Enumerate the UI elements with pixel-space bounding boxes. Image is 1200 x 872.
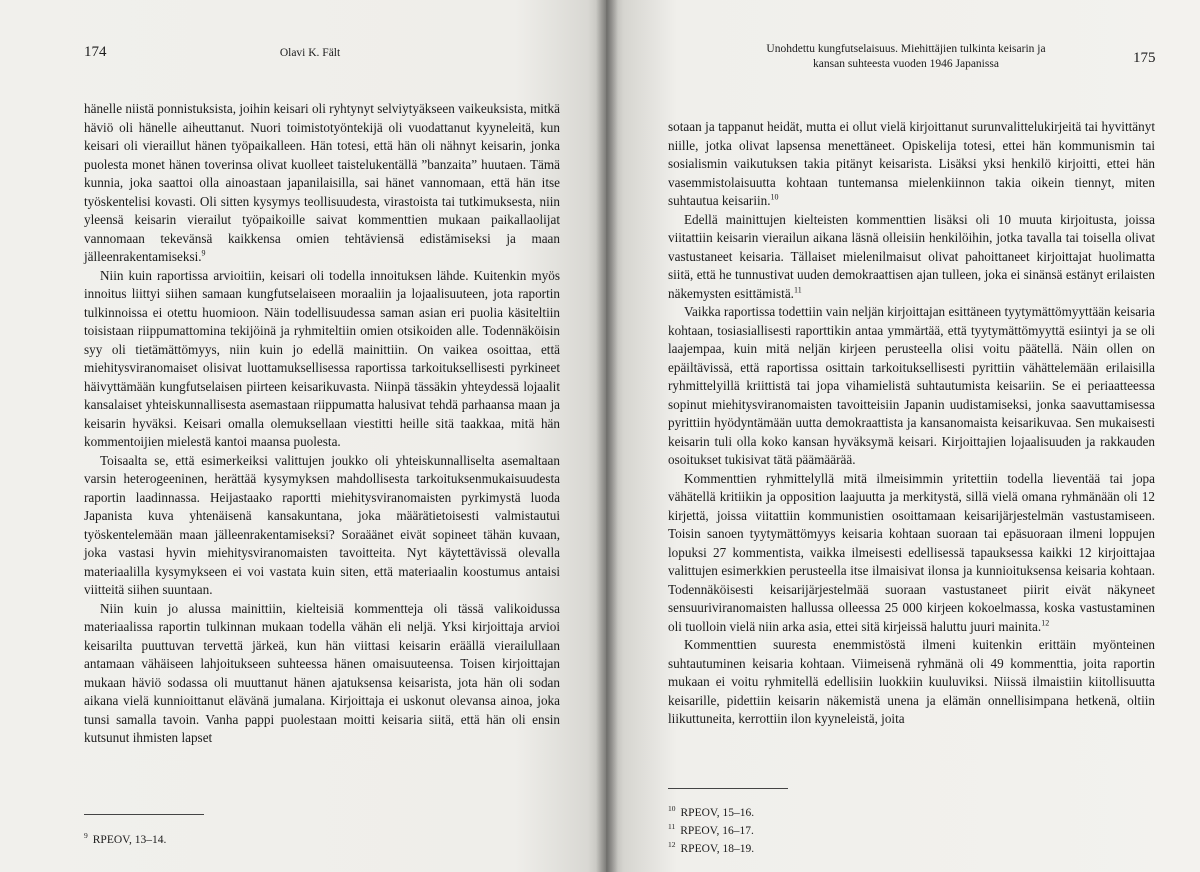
- paragraph: [668, 470, 1155, 637]
- footnote-rule: [668, 788, 788, 789]
- footnote: [668, 838, 968, 856]
- footnote-ref: 10: [770, 192, 779, 202]
- running-head-line: Unohdettu kungfutselaisuus. Miehittäjien tulkinta keisarin ja: [766, 43, 1046, 55]
- running-head-line: kansan suhteesta vuoden 1946 Japanissa: [813, 58, 999, 70]
- footnotes: [84, 829, 384, 847]
- paragraph: Kommenttien suuresta enemmistöstä ilmeni kuitenkin erittäin myönteinen suhtautuminen keisaria kohtaan. Viimeisenä ryhmänä oli 49 kommenttia, joita raportin mukaan ei voitu ryhmitellä edellisiin luokkiin kuuluviksi. Niissä ilmaistiin kiitollisuutta keisarille, pidettiin keisarin näkemistä unena ja elämän onnellisimpana hetkenä, oltiin liikuttuneita, kerrottiin ilon kyyneleistä, joita: [668, 637, 1155, 726]
- paragraph: Toisaalta se, että esimerkeiksi valittujen joukko oli yhteiskunnalliselta asemaltaan varsin heterogeeninen, herättää kysymyksen mahdollisesta tarkoituksenmukaisuudesta raportin laadinnassa. Heijastaako raportti miehitysviranomaisten pyrkimystä luoda Japanista kuva yhtenäisenä kansakuntana, joka määrätietoisesti valmistautui työskentelemään maan jälleenrakentamiseksi? Soraäänet eivät sopineet tähän kuvaan, joka vastasi hyvin miehitysviranomaisten tavoitteita. Nyt käytettävissä olevalla materiaalilla kysymykseen ei voi vastata kuin siten, että materiaalin koostumus antaisi viitteitä siihen suuntaan.: [84, 452, 560, 597]
- footnote-text: RPEOV, 13–14.: [92, 833, 167, 846]
- paragraph-text: Edellä mainittujen kielteisten kommenttien lisäksi oli 10 muuta kirjoitusta, joissa viitattiin keisarin vierailun aikana läsnä olleisiin henkilöihin, jotka tavalla tai toisella olivat vastustaneet keisaria. Tällaiset mielenilmaisut olivat pahoittaneet kirjoittajat huolimatta siitä, että he tunnustivat uuden demokraattisen ajan tulleen, joka ei sinänsä estänyt erilaisten näkemysten esittämistä.: [668, 211, 1155, 301]
- footnote-number: 10: [668, 804, 676, 813]
- running-head: [736, 42, 1076, 72]
- paragraph: Niin kuin jo alussa mainittiin, kielteisiä kommentteja oli tässä valikoidussa materiaalissa raportin tulkinnan mukaan todella vähän eli neljä. Yksi kirjoittaja arvioi keisarilta puuttuvan tervettä järkeä, kun hän viittasi keisarin eräällä vierailullaan antamaan vähäiseen lahjoitukseen suhteessa hänen omaisuuteensa. Toisen kirjoittajan mukaan häviö sodassa oli muuttanut hänen ajatuksensa keisarista, jota hän oli sodan aikana vielä kunnioittanut elävänä jumalana. Kirjoittaja ei uskonut olevansa ainoa, joka tunsi samalla tavoin. Vanha pappi puolestaan moitti keisaria siitä, että hän oli ensin kutsunut ihmisten lapset: [84, 600, 560, 745]
- page-number: 175: [1133, 50, 1156, 66]
- footnote: [668, 802, 968, 820]
- footnote-text: RPEOV, 18–19.: [680, 842, 755, 855]
- paragraph: [84, 100, 560, 267]
- footnote-number: 12: [668, 839, 676, 849]
- paragraph: [668, 118, 1155, 211]
- left-page-body: [84, 100, 560, 748]
- footnote-text: RPEOV, 16–17.: [680, 824, 754, 837]
- footnote-ref: 12: [1041, 618, 1050, 628]
- paragraph-text: hänelle niistä ponnistuksista, joihin keisari oli ryhtynyt selviytyäkseen vaikeuksista, mitkä häviö oli hänelle aiheuttanut. Nuori toimistotyöntekijä oli vuodattanut kyyneleitä, kun keisari oli vieraillut hänen työpaikalleen. Hän totesi, että hän oli nähnyt keisarin, jonka puolesta monet hänen toverinsa olivat kuolleet taistelukentällä ”banzaita” huutaen. Tämä kunnia, joka saattoi olla ainoastaan japanilaisilla, sai hänet vannomaan, että hän itse työskentelisi kovasti. Oli sitten kysymys teollisuudesta, virastoista tai tutkimuksesta, niin yleensä keisarin vierailut työpaikoille saivat kommenttien mukaan paikallaolijat vannomaan tekevänsä kaikkensa omien tehtäviensä edistämiseksi ja maan jälleenrakentamiseksi.: [84, 101, 560, 264]
- paragraph: Vaikka raportissa todettiin vain neljän kirjoittajan esittäneen tyytymättömyyttään keisaria kohtaan, tosiasiallisesti raporttikin antaa ymmärtää, että tyytymättömyyttä esiintyi ja se oli laajempaa, kuin mitä neljän kirjeen perusteella olisi voitu päätellä. Näin ollen on epäiltävissä, että raportissa osittain tarkoituksellisesti pyrittiin vähättelemään erilaisilla ryhmittelyillä kriittistä tai jopa vihamielistä suhtautumista keisariin. Se ei periaatteessa sopinut miehitysviranomaisten tavoitteisiin Japanin uudistamiseksi, jonka saavuttamisessa pyrittiin hyödyntämään uutta demokraattista ja kansanomaista keisarikuvaa. Sen mukaisesti keisarin tuli olla koko kansan hyväksymä keisari. Kirjoittajien lojaalisuuden ja rakkauden osoitukset tukisivat tätä päämäärää.: [668, 304, 1155, 467]
- paragraph-text: Kommenttien ryhmittelyllä mitä ilmeisimmin yritettiin todella lieventää tai jopa vähätellä kritiikin ja opposition laajuutta ja merkitystä, sillä vielä omana ryhmänään oli 12 kirjettä, joissa viitattiin kommunistien osoittamaan keisarijärjestelmän vastustamiseen. Toisin sanoen tyytymättömyys keisaria kohtaan suoraan tai epäsuoraan ilmeni loppujen lopuksi 27 kommentista, vaikka ilmeisesti edellisessä tapauksessa kaikki 12 kirjoittajaa valittujen esimerkkien perusteella itse ilmaisivat ilonsa ja kunnioituksensa keisaria kohtaan. Todennäköisesti keisarijärjestelmää suoraan vastustaneet piirit eivät näkyneet sensuuriviranomaisten hallussa olleessa 25 000 kirjeen kokoelmassa, koska vastustaminen oli tuolloin vielä niin arka asia, ettei sitä kirjeissä haluttu juuri mainita.: [668, 470, 1155, 634]
- footnote-number: 11: [668, 821, 676, 831]
- paragraph-text: sotaan ja tappanut heidät, mutta ei ollut vielä kirjoittanut surunvalittelukirjeitä tai hyvittänyt niille, jotka olivat lapsensa menettäneet. Opiskelija totesi, ettei hän kommunismin tai sosialismin vaikutuksen takia pitänyt keisarista. Lisäksi yksi henkilö kirjoitti, ettei hän vasemmistolaisuutta kohtaan tuntemansa mielenkiinnon takia oikein tiennyt, miten suhtautua keisariin.: [668, 119, 1155, 208]
- footnote: [668, 820, 968, 838]
- running-head: Olavi K. Fält: [279, 47, 341, 59]
- footnote-ref: 11: [793, 285, 802, 295]
- footnote-number: 9: [84, 831, 88, 840]
- right-page-body: [668, 118, 1155, 729]
- paragraph: [668, 211, 1155, 304]
- footnote: [84, 829, 384, 847]
- footnote-ref: 9: [201, 248, 206, 258]
- right-page: [606, 0, 1200, 872]
- footnote-text: RPEOV, 15–16.: [680, 806, 755, 819]
- footnotes: [668, 802, 968, 855]
- paragraph: Niin kuin raportissa arvioitiin, keisari oli todella innoituksen lähde. Kuitenkin myös innoitus liittyi siihen samaan kungfutselaiseen moraaliin ja lojaalisuuteen, jota raportin tulkinnoissa ei otettu huomioon. Näin todellisuudessa saman asian eri puolia käsiteltiin toisistaan riippumattomina tekijöinä ja ryhmiteltiin omien otsikoiden alle. Todennäköisin syy oli tietämättömyys, niin kuin jo edellä mainittiin. On vaikea osoittaa, että miehitysviranomaiset olisivat luottamuksellisessa raportissa tarkoituksellisesti pyrkineet häivyttämään kungfutselaisen piirteen keisarikuvasta. Niinpä tässäkin yhteydessä lojaalit kansalaiset yhteiskunnallisesta asemastaan riippumatta halusivat tehdä parhaansa maan ja keisarin hyväksi. Keisari omalla olemuksellaan viestitti heille sitä taakkaa, mitä hän kommentoijien mielestä kantoi maansa puolesta.: [84, 267, 560, 449]
- page-number: 174: [84, 44, 107, 60]
- footnote-rule: [84, 814, 204, 815]
